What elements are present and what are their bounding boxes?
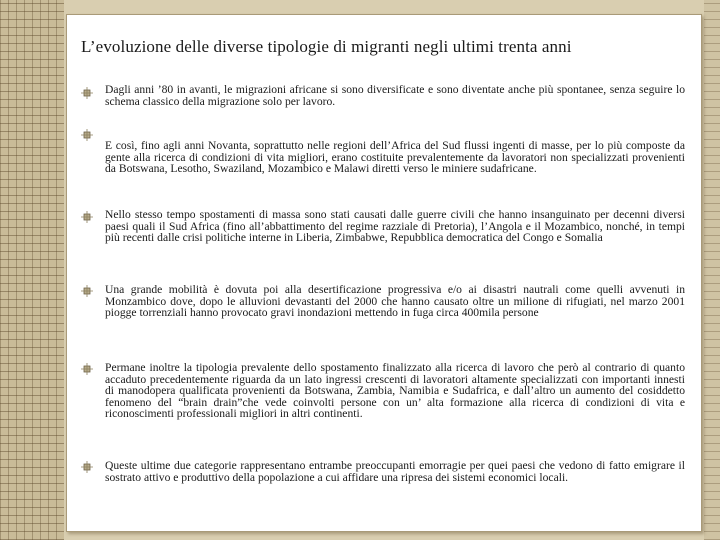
ornament-bullet-icon <box>81 363 93 375</box>
decorative-left-border <box>0 0 64 540</box>
ornament-bullet-icon <box>81 129 93 141</box>
ornament-bullet-icon <box>81 285 93 297</box>
bullet-text: Queste ultime due categorie rappresentano entrambe preoccupanti emorragie per quei paesi che vedono di fatto emigrare il sostrato attivo e produttivo della popolazione a cui affidare una ripresa dei sistemi economici locali. <box>105 459 685 484</box>
bullet-text: Dagli anni ’80 in avanti, le migrazioni africane si sono diversificate e sono diventate anche più spontanee, senza seguire lo schema classico della migrazione solo per lavoro. <box>105 83 685 108</box>
bullet-text: Una grande mobilità è dovuta poi alla desertificazione progressiva e/o ai disastri nautrali come quelli avvenuti in Monzambico dove, dopo le alluvioni devastanti del 2000 che hanno causato oltre un milione di rifugiati, nel marzo 2001 piogge torrenziali hanno provocato gravi inondazioni mettendo in fuga circa 400mila persone <box>105 283 685 319</box>
ornament-bullet-icon <box>81 87 93 99</box>
bullet-text: Permane inoltre la tipologia prevalente dello spostamento finalizzato alla ricerca di lavoro che però al contrario di quanto accaduto precedentemente riguarda da un lato ingressi crescenti di lavoratori altamente specializzati con importanti innesti di manodopera qualificata provenienti da Botswana, Zambia, Namibia e Sudafrica, e dall’altro un aumento del cosiddetto fenomeno del “brain drain”che vede coinvolti persone con un’ alta formazione alla ricerca di condizioni di vita e riconoscimenti professionali migliori in altri continenti. <box>105 361 685 420</box>
ornament-bullet-icon <box>81 211 93 223</box>
bullet-text: E così, fino agli anni Novanta, soprattutto nelle regioni dell’Africa del Sud flussi ingenti di masse, per lo più composte da gente alla ricerca di condizioni di vita migliori, erano costituite prevalentemente da lavoratori non specializzati provenienti da Botswana, Lesotho, Swaziland, Mozambico e Malawi diretti verso le miniere sudafricane. <box>105 139 685 175</box>
ornament-bullet-icon <box>81 461 93 473</box>
decorative-right-border <box>704 0 720 540</box>
slide-title: L’evoluzione delle diverse tipologie di migranti negli ultimi trenta anni <box>81 37 572 56</box>
slide-panel <box>66 14 702 532</box>
bullet-text: Nello stesso tempo spostamenti di massa sono stati causati dalle guerre civili che hanno insanguinato per decenni diversi paesi quali il Sud Africa (fino all’abbattimento del regime razziale di Pretoria), l’Angola e il Mozambico, nonché, in tempi più recenti dalle crisi politiche interne in Liberia, Zimbabwe, Repubblica democratica del Congo e Somalia <box>105 208 685 244</box>
